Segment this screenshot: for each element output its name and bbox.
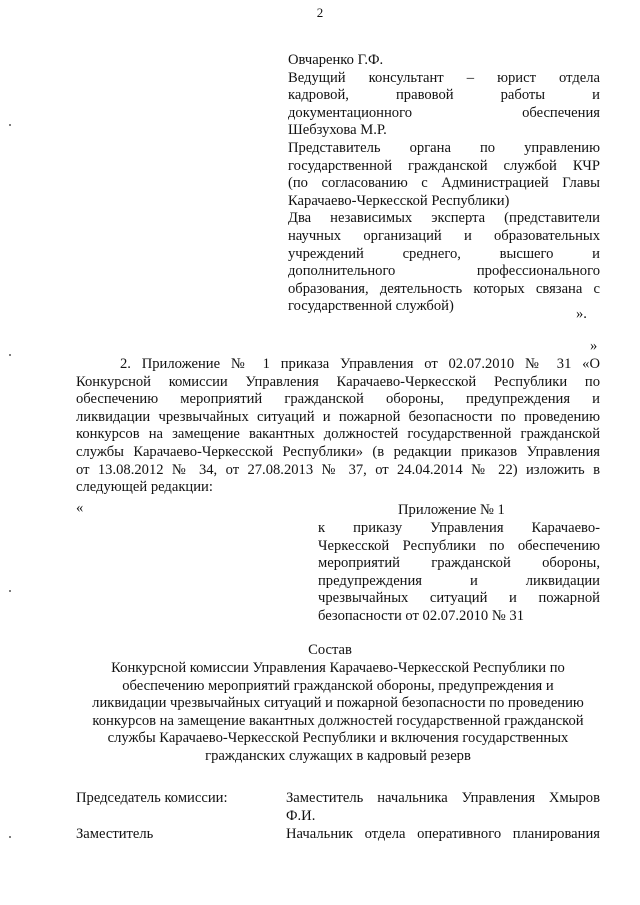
member-line: (по согласованию с Администрацией Главы <box>288 175 600 192</box>
member-line: кадровой, правовой работы и <box>288 87 600 104</box>
paragraph-2-line: ликвидации чрезвычайных ситуаций и пожарной безопасности по проведению <box>76 408 600 425</box>
member-line: образования, деятельность которых связана с <box>288 280 600 297</box>
member-line: государственной гражданской службой КЧР <box>288 157 600 174</box>
member-description <box>286 826 600 844</box>
scan-mark <box>9 354 11 356</box>
member-line: Овчаренко Г.Ф. <box>288 52 384 68</box>
composition-line: ликвидации чрезвычайных ситуаций и пожарной безопасности по проведению <box>92 695 584 712</box>
member-line: государственной службой) <box>288 298 454 315</box>
composition-description <box>76 660 600 766</box>
appendix-line: предупреждения и ликвидации <box>318 572 600 589</box>
appendix-line: Черкесской Республики по обеспечению <box>318 537 600 554</box>
paragraph-2-line: следующей редакции: <box>76 479 213 496</box>
member-role: Заместитель <box>76 826 154 842</box>
member-line: учреждений среднего, высшего и <box>288 245 600 262</box>
member-line: Два независимых эксперта (представители <box>288 210 600 227</box>
paragraph-2 <box>76 356 600 497</box>
composition-line: гражданских служащих в кадровый резерв <box>205 747 471 764</box>
member-description-line: Заместитель начальника Управления Хмыров <box>286 790 600 806</box>
composition-line: обеспечению мероприятий гражданской обороны, предупреждения и <box>122 677 554 694</box>
member-line: научных организаций и образовательных <box>288 227 600 244</box>
composition-title: Состав <box>308 642 352 658</box>
closing-quote: ». <box>576 306 587 322</box>
scan-mark <box>9 836 11 838</box>
composition-line: службы Карачаево-Черкесской Республики и включения государственных <box>107 730 569 747</box>
paragraph-2-line: службы Карачаево-Черкесской Республики» (в редакции приказов Управления <box>76 443 600 460</box>
member-line: документационного обеспечения <box>288 104 600 121</box>
stray-quote: » <box>590 338 598 354</box>
appendix-line: к приказу Управления Карачаево- <box>318 520 600 536</box>
paragraph-2-line: 2. Приложение № 1 приказа Управления от 02.07.2010 № 31 «О <box>120 356 600 372</box>
paragraph-2-line: Конкурсной комиссии Управления Карачаево-Черкесской Республики по <box>76 373 600 390</box>
member-line: Представитель органа по управлению <box>288 139 600 156</box>
appendix-line: безопасности от 02.07.2010 № 31 <box>318 607 525 624</box>
member-line: Шебзухова М.Р. <box>288 122 387 139</box>
scan-mark <box>9 590 11 592</box>
member-description-line: Ф.И. <box>286 807 316 824</box>
appendix-line: мероприятий гражданской обороны, <box>318 555 600 572</box>
member-line: Карачаево-Черкесской Республики) <box>288 192 510 209</box>
member-line: Ведущий консультант – юрист отдела <box>288 69 600 86</box>
composition-line: Конкурсной комиссии Управления Карачаево-Черкесской Республики по <box>111 660 565 676</box>
appendix-title: Приложение № 1 <box>398 502 505 518</box>
scan-mark <box>9 124 11 126</box>
member-role: Председатель комиссии: <box>76 790 228 806</box>
member-description-line: Начальник отдела оперативного планирования <box>286 826 600 842</box>
appendix-reference <box>318 520 600 626</box>
member-list-continuation <box>288 52 600 316</box>
member-line: дополнительного профессионального <box>288 263 600 280</box>
composition-line: конкурсов на замещение вакантных должностей государственной гражданской <box>92 712 584 729</box>
member-description <box>286 790 600 825</box>
open-quote: « <box>76 500 84 516</box>
page-number: 2 <box>316 5 324 20</box>
appendix-line: чрезвычайных ситуаций и пожарной <box>318 590 600 607</box>
paragraph-2-line: от 13.08.2012 № 34, от 27.08.2013 № 37, от 24.04.2014 № 22) изложить в <box>76 461 600 478</box>
paragraph-2-line: конкурсов на замещение вакантных должностей государственной гражданской <box>76 426 600 443</box>
paragraph-2-line: обеспечению мероприятий гражданской обороны, предупреждения и <box>76 391 600 408</box>
